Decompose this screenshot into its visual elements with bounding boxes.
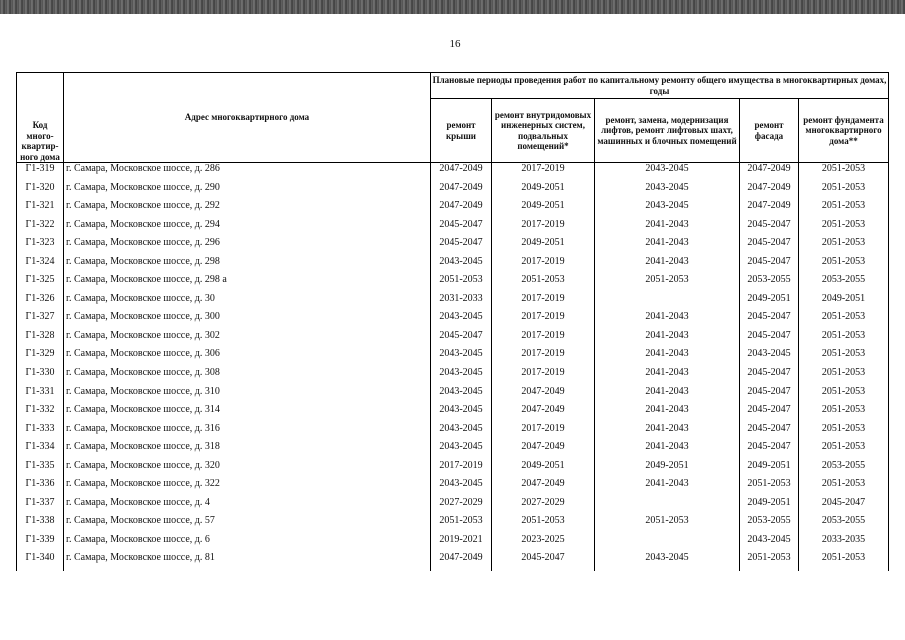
row-utilities-period: 2017-2019 bbox=[492, 256, 595, 275]
row-roof-period: 2051-2053 bbox=[431, 274, 492, 293]
table-row bbox=[17, 534, 889, 553]
row-lifts-period: 2051-2053 bbox=[595, 274, 740, 293]
page-number: 16 bbox=[449, 38, 461, 50]
table-row bbox=[17, 330, 889, 349]
row-address: г. Самара, Московское шоссе, д. 302 bbox=[64, 330, 431, 349]
table-row bbox=[17, 256, 889, 275]
repair-schedule-table bbox=[16, 72, 889, 571]
row-foundation-period: 2051-2053 bbox=[799, 386, 889, 405]
row-lifts-period: 2041-2043 bbox=[595, 441, 740, 460]
row-foundation-period: 2051-2053 bbox=[799, 256, 889, 275]
row-facade-period: 2045-2047 bbox=[740, 367, 799, 386]
row-lifts-period: 2041-2043 bbox=[595, 256, 740, 275]
row-foundation-period: 2053-2055 bbox=[799, 460, 889, 479]
row-code: Г1-332 bbox=[17, 404, 64, 423]
row-foundation-period: 2033-2035 bbox=[799, 534, 889, 553]
row-foundation-period: 2051-2053 bbox=[799, 330, 889, 349]
row-foundation-period: 2051-2053 bbox=[799, 182, 889, 201]
row-facade-period: 2045-2047 bbox=[740, 386, 799, 405]
row-roof-period: 2045-2047 bbox=[431, 219, 492, 238]
row-facade-period: 2045-2047 bbox=[740, 423, 799, 442]
row-facade-period: 2051-2053 bbox=[740, 478, 799, 497]
row-address: г. Самара, Московское шоссе, д. 294 bbox=[64, 219, 431, 238]
row-lifts-period: 2041-2043 bbox=[595, 330, 740, 349]
row-address: г. Самара, Московское шоссе, д. 308 bbox=[64, 367, 431, 386]
row-address: г. Самара, Московское шоссе, д. 6 bbox=[64, 534, 431, 553]
row-roof-period: 2043-2045 bbox=[431, 311, 492, 330]
table-row bbox=[17, 404, 889, 423]
row-roof-period: 2043-2045 bbox=[431, 256, 492, 275]
row-code: Г1-335 bbox=[17, 460, 64, 479]
row-code: Г1-323 bbox=[17, 237, 64, 256]
row-address: г. Самара, Московское шоссе, д. 4 bbox=[64, 497, 431, 516]
row-code: Г1-340 bbox=[17, 552, 64, 571]
row-utilities-period: 2017-2019 bbox=[492, 423, 595, 442]
row-address: г. Самара, Московское шоссе, д. 30 bbox=[64, 293, 431, 312]
row-code: Г1-322 bbox=[17, 219, 64, 238]
header-periods-group: Плановые периоды проведения работ по капитальному ремонту общего имущества в многоквартирных домах, годы bbox=[431, 73, 889, 99]
header-utilities: ремонт внутридомовых инженерных систем, подвальных помещений* bbox=[492, 99, 595, 163]
row-foundation-period: 2053-2055 bbox=[799, 274, 889, 293]
row-utilities-period: 2017-2019 bbox=[492, 311, 595, 330]
row-code: Г1-339 bbox=[17, 534, 64, 553]
header-roof: ремонт крыши bbox=[431, 99, 492, 163]
row-utilities-period: 2017-2019 bbox=[492, 348, 595, 367]
row-facade-period: 2053-2055 bbox=[740, 515, 799, 534]
row-code: Г1-338 bbox=[17, 515, 64, 534]
row-facade-period: 2049-2051 bbox=[740, 293, 799, 312]
table-row bbox=[17, 293, 889, 312]
row-foundation-period: 2051-2053 bbox=[799, 219, 889, 238]
row-lifts-period: 2043-2045 bbox=[595, 200, 740, 219]
row-foundation-period: 2051-2053 bbox=[799, 163, 889, 182]
row-roof-period: 2043-2045 bbox=[431, 423, 492, 442]
table-row bbox=[17, 497, 889, 516]
row-address: г. Самара, Московское шоссе, д. 320 bbox=[64, 460, 431, 479]
row-address: г. Самара, Московское шоссе, д. 314 bbox=[64, 404, 431, 423]
row-foundation-period: 2045-2047 bbox=[799, 497, 889, 516]
row-address: г. Самара, Московское шоссе, д. 296 bbox=[64, 237, 431, 256]
row-address: г. Самара, Московское шоссе, д. 298 bbox=[64, 256, 431, 275]
row-code: Г1-328 bbox=[17, 330, 64, 349]
row-address: г. Самара, Московское шоссе, д. 57 bbox=[64, 515, 431, 534]
row-foundation-period: 2051-2053 bbox=[799, 237, 889, 256]
row-code: Г1-330 bbox=[17, 367, 64, 386]
row-facade-period: 2043-2045 bbox=[740, 534, 799, 553]
row-code: Г1-319 bbox=[17, 163, 64, 182]
row-foundation-period: 2051-2053 bbox=[799, 367, 889, 386]
row-address: г. Самара, Московское шоссе, д. 290 bbox=[64, 182, 431, 201]
row-foundation-period: 2051-2053 bbox=[799, 441, 889, 460]
row-roof-period: 2043-2045 bbox=[431, 478, 492, 497]
table-row bbox=[17, 311, 889, 330]
row-facade-period: 2053-2055 bbox=[740, 274, 799, 293]
row-lifts-period bbox=[595, 534, 740, 553]
row-lifts-period: 2041-2043 bbox=[595, 478, 740, 497]
table-row bbox=[17, 423, 889, 442]
row-utilities-period: 2017-2019 bbox=[492, 367, 595, 386]
row-roof-period: 2017-2019 bbox=[431, 460, 492, 479]
row-roof-period: 2043-2045 bbox=[431, 386, 492, 405]
row-roof-period: 2051-2053 bbox=[431, 515, 492, 534]
row-roof-period: 2043-2045 bbox=[431, 348, 492, 367]
row-lifts-period: 2041-2043 bbox=[595, 348, 740, 367]
row-utilities-period: 2049-2051 bbox=[492, 200, 595, 219]
row-utilities-period: 2017-2019 bbox=[492, 163, 595, 182]
row-facade-period: 2047-2049 bbox=[740, 200, 799, 219]
header-facade: ремонт фасада bbox=[740, 99, 799, 163]
row-roof-period: 2027-2029 bbox=[431, 497, 492, 516]
row-facade-period: 2045-2047 bbox=[740, 404, 799, 423]
row-utilities-period: 2047-2049 bbox=[492, 478, 595, 497]
table-row bbox=[17, 182, 889, 201]
scan-edge-band bbox=[0, 0, 905, 14]
row-code: Г1-327 bbox=[17, 311, 64, 330]
row-roof-period: 2047-2049 bbox=[431, 163, 492, 182]
row-utilities-period: 2049-2051 bbox=[492, 182, 595, 201]
row-foundation-period: 2051-2053 bbox=[799, 478, 889, 497]
row-lifts-period: 2051-2053 bbox=[595, 515, 740, 534]
row-utilities-period: 2047-2049 bbox=[492, 386, 595, 405]
table-row bbox=[17, 552, 889, 571]
row-facade-period: 2047-2049 bbox=[740, 182, 799, 201]
row-utilities-period: 2047-2049 bbox=[492, 404, 595, 423]
row-facade-period: 2051-2053 bbox=[740, 552, 799, 571]
row-roof-period: 2043-2045 bbox=[431, 367, 492, 386]
row-address: г. Самара, Московское шоссе, д. 300 bbox=[64, 311, 431, 330]
table-row bbox=[17, 237, 889, 256]
row-code: Г1-333 bbox=[17, 423, 64, 442]
row-utilities-period: 2023-2025 bbox=[492, 534, 595, 553]
table-body bbox=[17, 163, 889, 572]
row-code: Г1-336 bbox=[17, 478, 64, 497]
row-address: г. Самара, Московское шоссе, д. 298 а bbox=[64, 274, 431, 293]
row-utilities-period: 2017-2019 bbox=[492, 330, 595, 349]
table-row bbox=[17, 219, 889, 238]
row-lifts-period: 2043-2045 bbox=[595, 552, 740, 571]
row-address: г. Самара, Московское шоссе, д. 81 bbox=[64, 552, 431, 571]
header-code: Код много-квартир-ного дома bbox=[17, 73, 64, 163]
row-lifts-period: 2049-2051 bbox=[595, 460, 740, 479]
row-lifts-period bbox=[595, 293, 740, 312]
row-address: г. Самара, Московское шоссе, д. 316 bbox=[64, 423, 431, 442]
row-utilities-period: 2045-2047 bbox=[492, 552, 595, 571]
row-roof-period: 2031-2033 bbox=[431, 293, 492, 312]
row-address: г. Самара, Московское шоссе, д. 286 bbox=[64, 163, 431, 182]
header-address: Адрес многоквартирного дома bbox=[64, 73, 431, 163]
row-roof-period: 2045-2047 bbox=[431, 330, 492, 349]
row-foundation-period: 2053-2055 bbox=[799, 515, 889, 534]
row-utilities-period: 2017-2019 bbox=[492, 219, 595, 238]
row-roof-period: 2047-2049 bbox=[431, 182, 492, 201]
row-foundation-period: 2051-2053 bbox=[799, 552, 889, 571]
row-code: Г1-329 bbox=[17, 348, 64, 367]
table-row bbox=[17, 367, 889, 386]
table-row bbox=[17, 348, 889, 367]
row-lifts-period: 2041-2043 bbox=[595, 219, 740, 238]
row-facade-period: 2045-2047 bbox=[740, 256, 799, 275]
row-facade-period: 2045-2047 bbox=[740, 330, 799, 349]
row-roof-period: 2047-2049 bbox=[431, 200, 492, 219]
table-row bbox=[17, 478, 889, 497]
row-code: Г1-325 bbox=[17, 274, 64, 293]
row-code: Г1-321 bbox=[17, 200, 64, 219]
table-row bbox=[17, 460, 889, 479]
row-lifts-period: 2041-2043 bbox=[595, 237, 740, 256]
row-address: г. Самара, Московское шоссе, д. 292 bbox=[64, 200, 431, 219]
table-row bbox=[17, 163, 889, 182]
row-roof-period: 2019-2021 bbox=[431, 534, 492, 553]
row-facade-period: 2045-2047 bbox=[740, 219, 799, 238]
row-foundation-period: 2051-2053 bbox=[799, 348, 889, 367]
row-roof-period: 2047-2049 bbox=[431, 552, 492, 571]
header-foundation: ремонт фундамента многоквартирного дома** bbox=[799, 99, 889, 163]
row-foundation-period: 2051-2053 bbox=[799, 200, 889, 219]
row-code: Г1-326 bbox=[17, 293, 64, 312]
row-facade-period: 2047-2049 bbox=[740, 163, 799, 182]
row-utilities-period: 2049-2051 bbox=[492, 237, 595, 256]
row-utilities-period: 2051-2053 bbox=[492, 515, 595, 534]
row-lifts-period: 2043-2045 bbox=[595, 182, 740, 201]
row-address: г. Самара, Московское шоссе, д. 310 bbox=[64, 386, 431, 405]
table-row bbox=[17, 515, 889, 534]
row-lifts-period: 2041-2043 bbox=[595, 404, 740, 423]
row-roof-period: 2043-2045 bbox=[431, 404, 492, 423]
row-code: Г1-331 bbox=[17, 386, 64, 405]
row-foundation-period: 2051-2053 bbox=[799, 423, 889, 442]
row-lifts-period bbox=[595, 497, 740, 516]
row-utilities-period: 2047-2049 bbox=[492, 441, 595, 460]
row-foundation-period: 2051-2053 bbox=[799, 311, 889, 330]
row-foundation-period: 2051-2053 bbox=[799, 404, 889, 423]
row-facade-period: 2045-2047 bbox=[740, 311, 799, 330]
header-lifts: ремонт, замена, модернизация лифтов, ремонт лифтовых шахт, машинных и блочных помещений bbox=[595, 99, 740, 163]
row-lifts-period: 2041-2043 bbox=[595, 367, 740, 386]
row-facade-period: 2049-2051 bbox=[740, 460, 799, 479]
table-row bbox=[17, 274, 889, 293]
row-roof-period: 2043-2045 bbox=[431, 441, 492, 460]
row-lifts-period: 2041-2043 bbox=[595, 386, 740, 405]
table-row bbox=[17, 386, 889, 405]
row-code: Г1-337 bbox=[17, 497, 64, 516]
row-address: г. Самара, Московское шоссе, д. 306 bbox=[64, 348, 431, 367]
row-facade-period: 2045-2047 bbox=[740, 441, 799, 460]
row-code: Г1-334 bbox=[17, 441, 64, 460]
row-code: Г1-324 bbox=[17, 256, 64, 275]
row-facade-period: 2043-2045 bbox=[740, 348, 799, 367]
row-address: г. Самара, Московское шоссе, д. 322 bbox=[64, 478, 431, 497]
row-facade-period: 2045-2047 bbox=[740, 237, 799, 256]
table-row bbox=[17, 200, 889, 219]
row-lifts-period: 2043-2045 bbox=[595, 163, 740, 182]
row-utilities-period: 2017-2019 bbox=[492, 293, 595, 312]
row-lifts-period: 2041-2043 bbox=[595, 311, 740, 330]
row-utilities-period: 2049-2051 bbox=[492, 460, 595, 479]
row-utilities-period: 2027-2029 bbox=[492, 497, 595, 516]
row-foundation-period: 2049-2051 bbox=[799, 293, 889, 312]
row-utilities-period: 2051-2053 bbox=[492, 274, 595, 293]
row-code: Г1-320 bbox=[17, 182, 64, 201]
row-roof-period: 2045-2047 bbox=[431, 237, 492, 256]
row-lifts-period: 2041-2043 bbox=[595, 423, 740, 442]
row-facade-period: 2049-2051 bbox=[740, 497, 799, 516]
table-row bbox=[17, 441, 889, 460]
row-address: г. Самара, Московское шоссе, д. 318 bbox=[64, 441, 431, 460]
